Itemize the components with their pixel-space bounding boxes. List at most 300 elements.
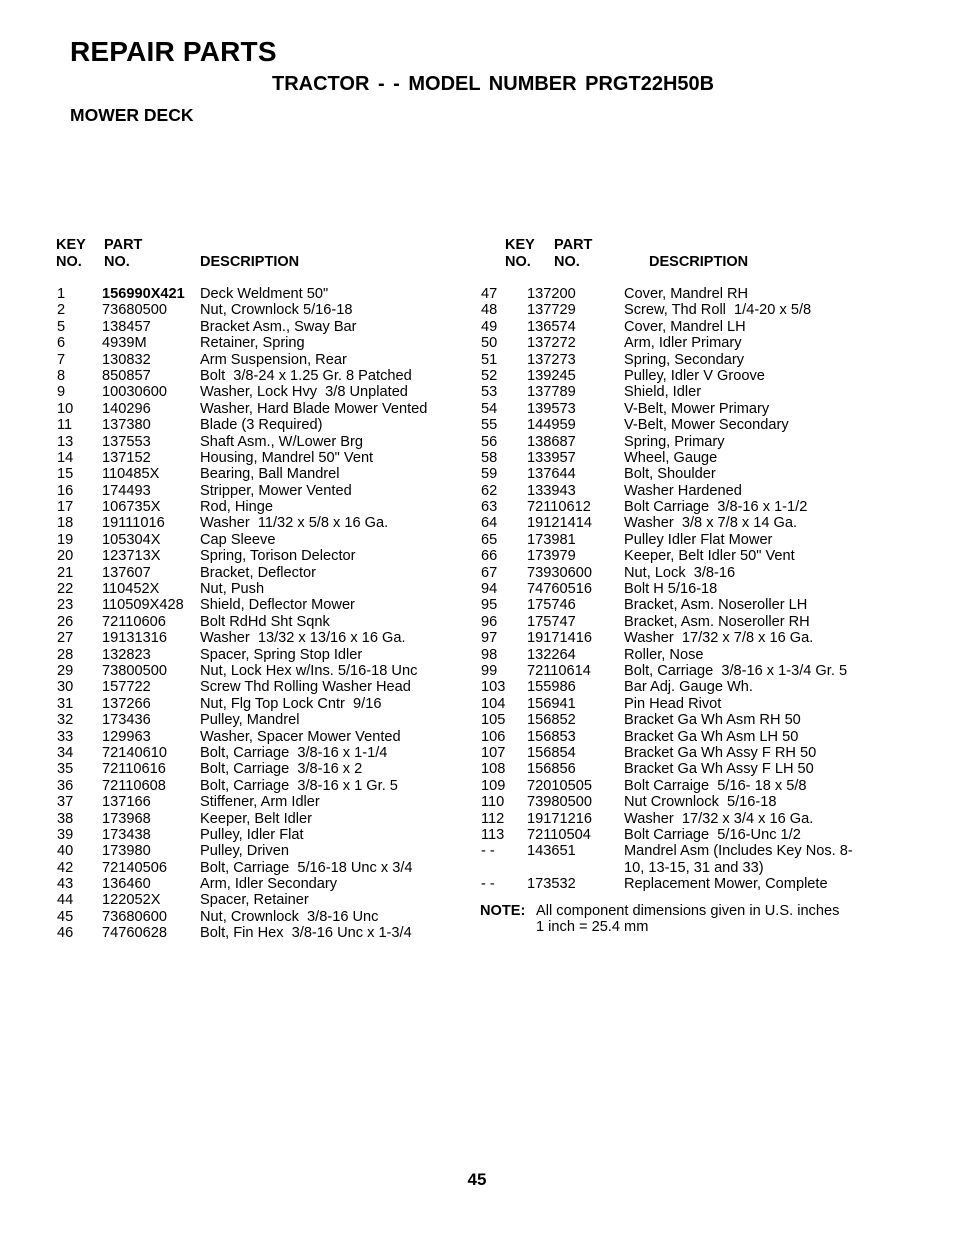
part-description: Shield, Idler bbox=[624, 384, 702, 401]
part-description: Replacement Mower, Complete bbox=[624, 876, 828, 893]
part-number: 19111016 bbox=[102, 515, 165, 532]
table-row bbox=[481, 630, 901, 646]
table-row bbox=[57, 319, 457, 335]
table-row bbox=[481, 515, 901, 531]
part-number: 173438 bbox=[102, 826, 151, 843]
part-description: Bolt, Carriage 5/16-18 Unc x 3/4 bbox=[200, 859, 413, 876]
table-row bbox=[481, 499, 901, 515]
table-row bbox=[57, 614, 457, 630]
table-row bbox=[481, 843, 901, 876]
part-description: Arm, Idler Secondary bbox=[200, 876, 338, 893]
part-number: 130832 bbox=[102, 351, 151, 368]
part-description: Bolt, Shoulder bbox=[624, 466, 716, 483]
key-number: 95 bbox=[481, 597, 498, 614]
table-row bbox=[57, 745, 457, 761]
table-row bbox=[57, 729, 457, 745]
key-number: 45 bbox=[57, 908, 74, 925]
table-row bbox=[57, 761, 457, 777]
key-number: 40 bbox=[57, 843, 74, 860]
part-number: 173979 bbox=[527, 548, 576, 565]
key-number: 113 bbox=[481, 826, 505, 843]
key-number: 44 bbox=[57, 892, 74, 909]
key-number: 98 bbox=[481, 646, 498, 663]
table-row bbox=[57, 368, 457, 384]
part-description: Bracket, Deflector bbox=[200, 564, 316, 581]
table-row bbox=[57, 860, 457, 876]
part-description: Spring, Primary bbox=[624, 433, 725, 450]
part-number: 175747 bbox=[527, 613, 576, 630]
part-number: 132823 bbox=[102, 646, 151, 663]
table-row bbox=[57, 794, 457, 810]
part-number: 136460 bbox=[102, 876, 151, 893]
table-row bbox=[481, 319, 901, 335]
left-part-header: PART NO. bbox=[104, 237, 143, 270]
table-row bbox=[481, 712, 901, 728]
key-number: 103 bbox=[481, 679, 506, 696]
part-number: 140296 bbox=[102, 400, 151, 417]
part-number: 175746 bbox=[527, 597, 576, 614]
table-row bbox=[481, 565, 901, 581]
part-number: 19131316 bbox=[102, 630, 167, 647]
part-number: 157722 bbox=[102, 679, 151, 696]
table-row bbox=[57, 597, 457, 613]
part-description: Cover, Mandrel RH bbox=[624, 286, 749, 302]
table-row bbox=[57, 466, 457, 482]
left-parts-table bbox=[57, 286, 457, 942]
part-number: 10030600 bbox=[102, 384, 167, 401]
part-number: 137644 bbox=[527, 466, 576, 483]
table-row bbox=[481, 368, 901, 384]
table-row bbox=[57, 352, 457, 368]
part-number: 143651 bbox=[527, 843, 576, 860]
part-number: 137729 bbox=[527, 302, 576, 319]
table-row bbox=[57, 630, 457, 646]
part-number: 122052X bbox=[102, 892, 161, 909]
key-number: 26 bbox=[57, 613, 74, 630]
part-description: Bracket Ga Wh Assy F LH 50 bbox=[624, 761, 814, 778]
key-number: 56 bbox=[481, 433, 498, 450]
part-number: 156856 bbox=[527, 761, 576, 778]
key-number: 48 bbox=[481, 302, 498, 319]
part-number: 139573 bbox=[527, 400, 576, 417]
part-description: Washer Hardened bbox=[624, 482, 742, 499]
key-number: 110 bbox=[481, 794, 505, 811]
part-description: Bolt H 5/16-18 bbox=[624, 581, 718, 598]
table-row bbox=[57, 843, 457, 859]
key-number: 9 bbox=[57, 384, 66, 401]
part-number: 173981 bbox=[527, 531, 576, 548]
part-number: 156854 bbox=[527, 744, 576, 761]
part-description: Bracket Ga Wh Asm LH 50 bbox=[624, 728, 799, 745]
part-number: 137553 bbox=[102, 433, 151, 450]
table-row bbox=[57, 909, 457, 925]
table-row bbox=[57, 434, 457, 450]
right-description-header: DESCRIPTION bbox=[649, 254, 749, 270]
table-row bbox=[57, 778, 457, 794]
part-description: Retainer, Spring bbox=[200, 335, 305, 352]
key-number: 1 bbox=[57, 286, 66, 302]
part-description: Washer 17/32 x 3/4 x 16 Ga. bbox=[624, 810, 814, 827]
key-number: 38 bbox=[57, 810, 74, 827]
part-number: 137607 bbox=[102, 564, 151, 581]
key-number: 64 bbox=[481, 515, 498, 532]
part-number: 137380 bbox=[102, 417, 151, 434]
key-number: 50 bbox=[481, 335, 498, 352]
part-description: Bolt, Carriage 3/8-16 x 1 Gr. 5 bbox=[200, 777, 398, 794]
part-number: 850857 bbox=[102, 367, 151, 384]
table-row bbox=[57, 827, 457, 843]
part-description: Screw Thd Rolling Washer Head bbox=[200, 679, 411, 696]
part-number: 132264 bbox=[527, 646, 576, 663]
part-description: Housing, Mandrel 50" Vent bbox=[200, 449, 374, 466]
part-description: Spring, Secondary bbox=[624, 351, 745, 368]
key-number: 65 bbox=[481, 531, 498, 548]
key-number: 14 bbox=[57, 449, 74, 466]
key-number: 21 bbox=[57, 564, 74, 581]
table-row bbox=[481, 761, 901, 777]
right-parts-table bbox=[481, 286, 901, 892]
key-number: 15 bbox=[57, 466, 74, 483]
part-number: 156853 bbox=[527, 728, 576, 745]
table-row bbox=[481, 679, 901, 695]
key-number: 63 bbox=[481, 499, 498, 516]
table-row bbox=[481, 614, 901, 630]
table-row bbox=[57, 679, 457, 695]
key-number: 8 bbox=[57, 367, 66, 384]
part-description: Washer, Spacer Mower Vented bbox=[200, 728, 401, 745]
part-number: 72110606 bbox=[102, 613, 166, 630]
part-number: 137152 bbox=[102, 449, 151, 466]
key-number: 97 bbox=[481, 630, 498, 647]
table-row bbox=[481, 417, 901, 433]
table-row bbox=[57, 565, 457, 581]
table-row bbox=[57, 811, 457, 827]
part-number: 72010505 bbox=[527, 777, 592, 794]
part-number: 144959 bbox=[527, 417, 576, 434]
part-description: Bolt, Fin Hex 3/8-16 Unc x 1-3/4 bbox=[200, 925, 412, 942]
right-key-header: KEY NO. bbox=[505, 237, 535, 270]
part-description: Cover, Mandrel LH bbox=[624, 318, 746, 335]
table-row bbox=[57, 548, 457, 564]
part-description: Nut Crownlock 5/16-18 bbox=[624, 794, 777, 811]
part-description: Nut, Flg Top Lock Cntr 9/16 bbox=[200, 695, 382, 712]
key-number: 23 bbox=[57, 597, 74, 614]
part-description: Shaft Asm., W/Lower Brg bbox=[200, 433, 364, 450]
part-number: 19171416 bbox=[527, 630, 592, 647]
table-row bbox=[481, 286, 901, 302]
left-key-header: KEY NO. bbox=[56, 237, 86, 270]
part-description: Bolt Carraige 5/16- 18 x 5/8 bbox=[624, 777, 807, 794]
table-row bbox=[57, 892, 457, 908]
table-row bbox=[57, 335, 457, 351]
key-number: 16 bbox=[57, 482, 74, 499]
key-number: 58 bbox=[481, 449, 498, 466]
key-number: 34 bbox=[57, 744, 74, 761]
key-number: 2 bbox=[57, 302, 66, 319]
part-number: 137789 bbox=[527, 384, 576, 401]
table-row bbox=[481, 663, 901, 679]
part-number: 137272 bbox=[527, 335, 576, 352]
part-number: 74760628 bbox=[102, 925, 167, 942]
key-number: 37 bbox=[57, 794, 74, 811]
table-row bbox=[57, 876, 457, 892]
part-description: Pin Head Rivot bbox=[624, 695, 722, 712]
key-number: 99 bbox=[481, 662, 498, 679]
table-row bbox=[481, 696, 901, 712]
part-number: 138687 bbox=[527, 433, 576, 450]
part-description: Washer 11/32 x 5/8 x 16 Ga. bbox=[200, 515, 389, 532]
table-row bbox=[481, 384, 901, 400]
part-number: 72110612 bbox=[527, 499, 591, 516]
key-number: 32 bbox=[57, 712, 74, 729]
note-label: NOTE: bbox=[480, 903, 526, 919]
part-number: 156941 bbox=[527, 695, 576, 712]
key-number: 104 bbox=[481, 695, 506, 712]
table-row bbox=[481, 794, 901, 810]
part-description: Bracket, Asm. Noseroller RH bbox=[624, 613, 810, 630]
part-number: 174493 bbox=[102, 482, 151, 499]
part-number: 155986 bbox=[527, 679, 576, 696]
part-description: Mandrel Asm (Includes Key Nos. 8- 10, 13-15, 31 and 33) bbox=[624, 843, 853, 876]
part-description: Pulley Idler Flat Mower bbox=[624, 531, 773, 548]
note-text: All component dimensions given in U.S. inches 1 inch = 25.4 mm bbox=[536, 903, 840, 936]
part-description: V-Belt, Mower Secondary bbox=[624, 417, 789, 434]
key-number: 105 bbox=[481, 712, 506, 729]
table-row bbox=[57, 450, 457, 466]
table-row bbox=[57, 515, 457, 531]
table-row bbox=[481, 597, 901, 613]
part-description: Cap Sleeve bbox=[200, 531, 276, 548]
part-description: Bar Adj. Gauge Wh. bbox=[624, 679, 753, 696]
table-row bbox=[481, 778, 901, 794]
key-number: 5 bbox=[57, 318, 66, 335]
part-description: Bracket Ga Wh Asm RH 50 bbox=[624, 712, 801, 729]
part-description: Washer 17/32 x 7/8 x 16 Ga. bbox=[624, 630, 814, 647]
key-number: 94 bbox=[481, 581, 498, 598]
table-row bbox=[57, 483, 457, 499]
table-row bbox=[481, 483, 901, 499]
part-number: 19171216 bbox=[527, 810, 592, 827]
key-number: 42 bbox=[57, 859, 74, 876]
table-row bbox=[57, 925, 457, 941]
part-number: 156990X421 bbox=[102, 286, 185, 302]
key-number: 13 bbox=[57, 433, 74, 450]
part-description: Bolt, Carriage 3/8-16 x 1-1/4 bbox=[200, 744, 388, 761]
table-row bbox=[57, 417, 457, 433]
part-description: Stiffener, Arm Idler bbox=[200, 794, 320, 811]
part-description: Arm Suspension, Rear bbox=[200, 351, 347, 368]
part-description: Spacer, Spring Stop Idler bbox=[200, 646, 363, 663]
part-number: 72140506 bbox=[102, 859, 167, 876]
part-number: 110509X428 bbox=[102, 597, 184, 614]
key-number: 54 bbox=[481, 400, 498, 417]
table-row bbox=[57, 581, 457, 597]
part-description: Deck Weldment 50" bbox=[200, 286, 329, 302]
key-number: 18 bbox=[57, 515, 74, 532]
key-number: 59 bbox=[481, 466, 498, 483]
part-description: Keeper, Belt Idler bbox=[200, 810, 312, 827]
part-description: Keeper, Belt Idler 50" Vent bbox=[624, 548, 795, 565]
key-number: 47 bbox=[481, 286, 498, 302]
part-number: 133943 bbox=[527, 482, 576, 499]
right-part-header: PART NO. bbox=[554, 237, 593, 270]
part-description: Bolt Carriage 5/16-Unc 1/2 bbox=[624, 826, 801, 843]
part-description: Stripper, Mower Vented bbox=[200, 482, 352, 499]
table-row bbox=[481, 434, 901, 450]
key-number: 55 bbox=[481, 417, 498, 434]
part-number: 123713X bbox=[102, 548, 161, 565]
key-number: 27 bbox=[57, 630, 74, 647]
part-description: Bracket Asm., Sway Bar bbox=[200, 318, 357, 335]
key-number: 17 bbox=[57, 499, 74, 516]
part-number: 129963 bbox=[102, 728, 151, 745]
key-number: 22 bbox=[57, 581, 74, 598]
table-row bbox=[481, 466, 901, 482]
part-description: Nut, Crownlock 5/16-18 bbox=[200, 302, 353, 319]
part-description: Pulley, Mandrel bbox=[200, 712, 300, 729]
table-row bbox=[481, 532, 901, 548]
key-number: 31 bbox=[57, 695, 74, 712]
part-description: Washer 13/32 x 13/16 x 16 Ga. bbox=[200, 630, 406, 647]
key-number: 20 bbox=[57, 548, 74, 565]
page-subtitle: TRACTOR - - MODEL NUMBER PRGT22H50B bbox=[272, 73, 715, 95]
key-number: 10 bbox=[57, 400, 74, 417]
key-number: 35 bbox=[57, 761, 74, 778]
part-number: 73980500 bbox=[527, 794, 592, 811]
part-number: 137200 bbox=[527, 286, 576, 302]
table-row bbox=[57, 696, 457, 712]
part-description: Shield, Deflector Mower bbox=[200, 597, 355, 614]
key-number: 67 bbox=[481, 564, 498, 581]
part-number: 72110504 bbox=[527, 826, 591, 843]
key-number: 51 bbox=[481, 351, 498, 368]
part-number: 72140610 bbox=[102, 744, 167, 761]
part-description: Bearing, Ball Mandrel bbox=[200, 466, 340, 483]
part-description: V-Belt, Mower Primary bbox=[624, 400, 770, 417]
page-title: REPAIR PARTS bbox=[70, 36, 277, 67]
table-row bbox=[481, 335, 901, 351]
part-description: Rod, Hinge bbox=[200, 499, 274, 516]
key-number: 28 bbox=[57, 646, 74, 663]
table-row bbox=[57, 532, 457, 548]
table-row bbox=[481, 729, 901, 745]
part-description: Bolt Carriage 3/8-16 x 1-1/2 bbox=[624, 499, 808, 516]
part-description: Nut, Lock Hex w/Ins. 5/16-18 Unc bbox=[200, 662, 418, 679]
part-description: Spacer, Retainer bbox=[200, 892, 309, 909]
part-number: 110452X bbox=[102, 581, 160, 598]
part-description: Arm, Idler Primary bbox=[624, 335, 742, 352]
part-number: 73800500 bbox=[102, 662, 167, 679]
part-number: 138457 bbox=[102, 318, 151, 335]
table-row bbox=[57, 302, 457, 318]
part-number: 173980 bbox=[102, 843, 151, 860]
part-description: Washer 3/8 x 7/8 x 14 Ga. bbox=[624, 515, 798, 532]
key-number: 66 bbox=[481, 548, 498, 565]
table-row bbox=[481, 401, 901, 417]
table-row bbox=[481, 876, 901, 892]
table-row bbox=[57, 401, 457, 417]
part-description: Bolt RdHd Sht Sqnk bbox=[200, 613, 330, 630]
part-number: 4939M bbox=[102, 335, 147, 352]
part-number: 173436 bbox=[102, 712, 151, 729]
key-number: 46 bbox=[57, 925, 74, 942]
part-number: 72110608 bbox=[102, 777, 166, 794]
part-description: Pulley, Idler V Groove bbox=[624, 367, 765, 384]
part-description: Spring, Torison Delector bbox=[200, 548, 356, 565]
part-description: Wheel, Gauge bbox=[624, 449, 718, 466]
table-row bbox=[57, 712, 457, 728]
key-number: 36 bbox=[57, 777, 74, 794]
part-number: 72110614 bbox=[527, 662, 591, 679]
part-number: 136574 bbox=[527, 318, 576, 335]
part-description: Nut, Push bbox=[200, 581, 265, 598]
key-number: 107 bbox=[481, 744, 506, 761]
key-number: 30 bbox=[57, 679, 74, 696]
key-number: 53 bbox=[481, 384, 498, 401]
part-number: 73680600 bbox=[102, 908, 167, 925]
part-description: Roller, Nose bbox=[624, 646, 704, 663]
table-row bbox=[57, 663, 457, 679]
key-number: 33 bbox=[57, 728, 74, 745]
key-number: - - bbox=[481, 876, 495, 893]
part-number: 73680500 bbox=[102, 302, 167, 319]
part-number: 137273 bbox=[527, 351, 576, 368]
table-row bbox=[57, 384, 457, 400]
part-number: 139245 bbox=[527, 367, 576, 384]
part-number: 156852 bbox=[527, 712, 576, 729]
table-row bbox=[481, 647, 901, 663]
key-number: 109 bbox=[481, 777, 506, 794]
part-number: 106735X bbox=[102, 499, 161, 516]
key-number: 49 bbox=[481, 318, 498, 335]
part-description: Pulley, Driven bbox=[200, 843, 289, 860]
part-description: Washer, Lock Hvy 3/8 Unplated bbox=[200, 384, 408, 401]
table-row bbox=[481, 811, 901, 827]
part-description: Bracket Ga Wh Assy F RH 50 bbox=[624, 744, 817, 761]
table-row bbox=[57, 286, 457, 302]
table-row bbox=[481, 581, 901, 597]
table-row bbox=[481, 745, 901, 761]
part-description: Washer, Hard Blade Mower Vented bbox=[200, 400, 428, 417]
key-number: 106 bbox=[481, 728, 506, 745]
part-description: Bolt, Carriage 3/8-16 x 2 bbox=[200, 761, 363, 778]
table-row bbox=[481, 302, 901, 318]
key-number: 108 bbox=[481, 761, 506, 778]
part-number: 137266 bbox=[102, 695, 151, 712]
key-number: 19 bbox=[57, 531, 74, 548]
key-number: 6 bbox=[57, 335, 66, 352]
table-row bbox=[481, 450, 901, 466]
table-row bbox=[57, 647, 457, 663]
part-description: Nut, Crownlock 3/8-16 Unc bbox=[200, 908, 379, 925]
part-description: Bracket, Asm. Noseroller LH bbox=[624, 597, 808, 614]
key-number: 11 bbox=[57, 417, 73, 434]
table-row bbox=[481, 827, 901, 843]
part-number: 73930600 bbox=[527, 564, 592, 581]
left-description-header: DESCRIPTION bbox=[200, 254, 300, 270]
part-number: 105304X bbox=[102, 531, 161, 548]
part-description: Blade (3 Required) bbox=[200, 417, 323, 434]
section-title: MOWER DECK bbox=[70, 105, 194, 125]
part-description: Nut, Lock 3/8-16 bbox=[624, 564, 736, 581]
key-number: 52 bbox=[481, 367, 498, 384]
part-number: 74760516 bbox=[527, 581, 592, 598]
part-description: Bolt, Carriage 3/8-16 x 1-3/4 Gr. 5 bbox=[624, 662, 848, 679]
part-number: 110485X bbox=[102, 466, 160, 483]
key-number: 39 bbox=[57, 826, 74, 843]
page-number: 45 bbox=[467, 1170, 487, 1189]
part-number: 72110616 bbox=[102, 761, 166, 778]
